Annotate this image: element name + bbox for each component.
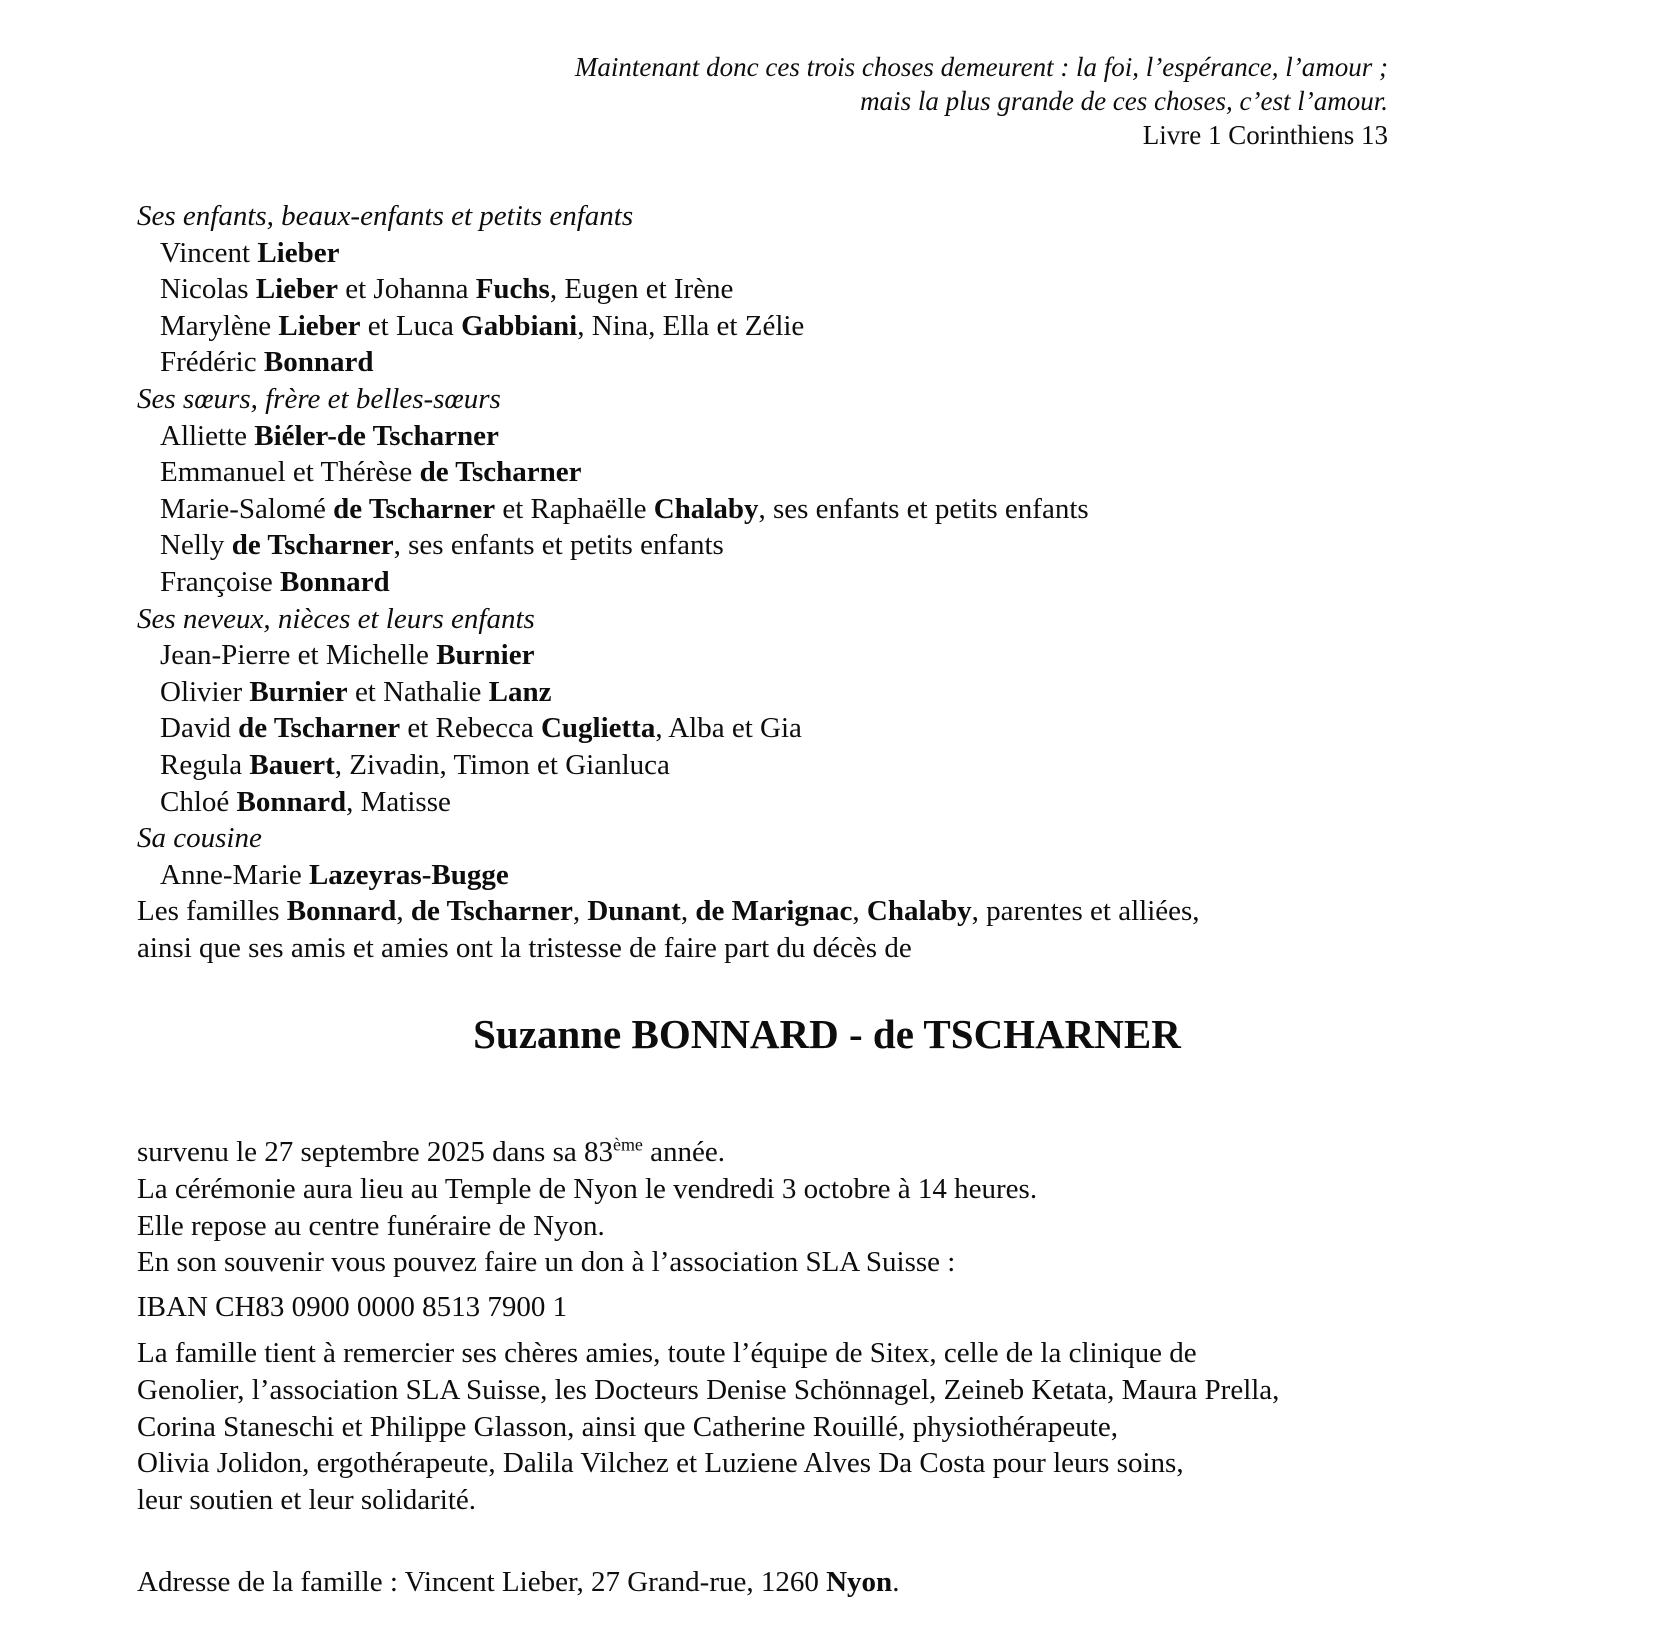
family-member-line: Marie-Salomé de Tscharner et Raphaëlle Chalaby, ses enfants et petits enfants bbox=[160, 492, 1089, 525]
ceremony-details bbox=[137, 1134, 1517, 1280]
detail-line: La cérémonie aura lieu au Temple de Nyon le vendredi 3 octobre à 14 heures. bbox=[137, 1173, 1038, 1206]
intro-paragraph-line: Les familles Bonnard, de Tscharner, Dunant, de Marignac, Chalaby, parentes et alliées, bbox=[137, 895, 1200, 928]
family-member-line: Anne-Marie Lazeyras-Bugge bbox=[160, 858, 509, 891]
family-member-line: Regula Bauert, Zivadin, Timon et Gianluca bbox=[160, 748, 670, 781]
detail-line: survenu le 27 septembre 2025 dans sa 83ème année. bbox=[137, 1134, 726, 1169]
thanks-line: Genolier, l’association SLA Suisse, les Docteurs Denise Schönnagel, Zeineb Ketata, Maura Prella, bbox=[137, 1374, 1280, 1407]
intro-paragraph-line: ainsi que ses amis et amies ont la tristesse de faire part du décès de bbox=[137, 931, 912, 964]
address-line: Adresse de la famille : Vincent Lieber, 27 Grand-rue, 1260 Nyon. bbox=[137, 1566, 900, 1599]
thanks-line: Corina Staneschi et Philippe Glasson, ainsi que Catherine Rouillé, physiothérapeute, bbox=[137, 1410, 1118, 1443]
deceased-name: Suzanne BONNARD - de TSCHARNER bbox=[473, 1011, 1181, 1058]
family-member-line: Nicolas Lieber et Johanna Fuchs, Eugen et Irène bbox=[160, 273, 734, 306]
family-member-line: Alliette Biéler-de Tscharner bbox=[160, 419, 499, 452]
family-member-line: Jean-Pierre et Michelle Burnier bbox=[160, 639, 535, 672]
epigraph-attribution: Livre 1 Corinthiens 13 bbox=[1142, 120, 1388, 150]
epigraph-line-2: mais la plus grande de ces choses, c’est l’amour. bbox=[860, 86, 1388, 116]
family-member-line: Emmanuel et Thérèse de Tscharner bbox=[160, 456, 582, 489]
family-member-line: Marylène Lieber et Luca Gabbiani, Nina, Ella et Zélie bbox=[160, 309, 805, 342]
family-member-line: Frédéric Bonnard bbox=[160, 346, 374, 379]
epigraph bbox=[0, 0, 1388, 152]
detail-line: En son souvenir vous pouvez faire un don à l’association SLA Suisse : bbox=[137, 1246, 956, 1279]
family-section-header: Ses sœurs, frère et belles-sœurs bbox=[137, 382, 501, 415]
detail-line: Elle repose au centre funéraire de Nyon. bbox=[137, 1209, 605, 1242]
family-address bbox=[137, 1564, 1517, 1601]
thanks-line: leur soutien et leur solidarité. bbox=[137, 1483, 477, 1516]
thanks-line: Olivia Jolidon, ergothérapeute, Dalila Vilchez et Luziene Alves Da Costa pour leurs soins, bbox=[137, 1447, 1184, 1480]
family-section-header: Sa cousine bbox=[137, 822, 262, 855]
thanks-line: La famille tient à remercier ses chères amies, toute l’équipe de Sitex, celle de la clinique de bbox=[137, 1337, 1197, 1370]
family-member-line: Nelly de Tscharner, ses enfants et petits enfants bbox=[160, 529, 724, 562]
donation-iban bbox=[137, 1289, 1517, 1326]
family-list bbox=[137, 198, 1517, 966]
obituary-body bbox=[137, 198, 1517, 1601]
family-member-line: Françoise Bonnard bbox=[160, 565, 390, 598]
family-member-line: Chloé Bonnard, Matisse bbox=[160, 785, 451, 818]
family-member-line: Vincent Lieber bbox=[160, 236, 340, 269]
family-member-line: David de Tscharner et Rebecca Cuglietta, Alba et Gia bbox=[160, 712, 802, 745]
iban-line: IBAN CH83 0900 0000 8513 7900 1 bbox=[137, 1290, 568, 1323]
family-section-header: Ses neveux, nièces et leurs enfants bbox=[137, 602, 535, 635]
family-section-header: Ses enfants, beaux-enfants et petits enfants bbox=[137, 200, 634, 232]
family-member-line: Olivier Burnier et Nathalie Lanz bbox=[160, 675, 552, 708]
thanks-paragraph bbox=[137, 1335, 1517, 1518]
epigraph-line-1: Maintenant donc ces trois choses demeurent : la foi, l’espérance, l’amour ; bbox=[574, 52, 1388, 82]
